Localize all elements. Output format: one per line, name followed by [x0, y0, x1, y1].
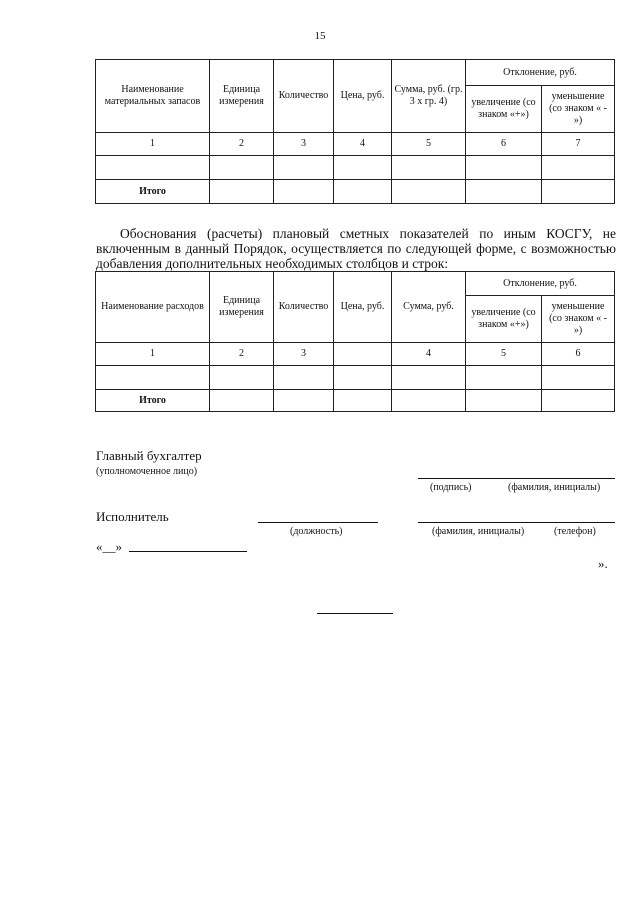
- header-unit: Единица измерения: [210, 60, 274, 133]
- col-number: 5: [392, 133, 466, 156]
- empty-row: [96, 156, 615, 180]
- header-qty: Количество: [274, 60, 334, 133]
- executor-name-caption: (фамилия, инициалы): [432, 526, 525, 537]
- position-caption: (должность): [290, 526, 343, 537]
- col-number: 3: [274, 133, 334, 156]
- header-qty: Количество: [274, 272, 334, 343]
- total-label: Итого: [96, 180, 210, 204]
- signature-caption: (подпись): [430, 482, 472, 493]
- header-decrease: уменьшение (со знаком « - »): [542, 296, 615, 343]
- col-number: 1: [96, 343, 210, 366]
- expenses-table: [95, 271, 615, 412]
- header-name: Наименование материальных запасов: [96, 60, 210, 133]
- header-decrease: уменьшение (со знаком « - »): [542, 86, 615, 133]
- col-number: [334, 343, 392, 366]
- col-number: 4: [392, 343, 466, 366]
- total-row: [96, 180, 615, 204]
- authorized-person-label: (уполномоченное лицо): [96, 466, 198, 477]
- phone-caption: (телефон): [554, 526, 596, 537]
- col-number: 2: [210, 133, 274, 156]
- col-number: 6: [542, 343, 615, 366]
- col-number: 1: [96, 133, 210, 156]
- header-deviation: Отклонение, руб.: [466, 272, 615, 296]
- signature-line: [418, 478, 615, 479]
- col-number: 7: [542, 133, 615, 156]
- total-label: Итого: [96, 390, 210, 412]
- date-day: «__»: [96, 539, 122, 554]
- empty-row: [96, 366, 615, 390]
- name-caption: (фамилия, инициалы): [508, 482, 601, 493]
- header-sum: Сумма, руб.: [392, 272, 466, 343]
- header-increase: увеличение (со знаком «+»): [466, 296, 542, 343]
- header-deviation: Отклонение, руб.: [466, 60, 615, 86]
- col-number: 5: [466, 343, 542, 366]
- executor-label: Исполнитель: [96, 509, 169, 524]
- chief-accountant-label: Главный бухгалтер: [96, 448, 202, 463]
- form-description: Обоснования (расчеты) плановый сметных показателей по иным КОСГУ, не включенным в данный Порядок, осуществляется по следующей форме, с возможностью добавления дополнительных необходимых столбцов и строк:: [96, 226, 616, 271]
- position-line: [258, 522, 378, 523]
- col-number: 6: [466, 133, 542, 156]
- col-number: 3: [274, 343, 334, 366]
- executor-name-line: [418, 522, 615, 523]
- header-price: Цена, руб.: [334, 60, 392, 133]
- header-sum: Сумма, руб. (гр. 3 х гр. 4): [392, 60, 466, 133]
- header-price: Цена, руб.: [334, 272, 392, 343]
- header-increase: увеличение (со знаком «+»): [466, 86, 542, 133]
- col-number: 4: [334, 133, 392, 156]
- total-row: [96, 390, 615, 412]
- date-line: [129, 551, 247, 552]
- header-unit: Единица измерения: [210, 272, 274, 343]
- col-number: 2: [210, 343, 274, 366]
- page-number: 15: [314, 30, 326, 42]
- materials-table: [95, 59, 615, 204]
- end-rule: [317, 613, 393, 614]
- header-name: Наименование расходов: [96, 272, 210, 343]
- closing-quote: ».: [598, 556, 608, 571]
